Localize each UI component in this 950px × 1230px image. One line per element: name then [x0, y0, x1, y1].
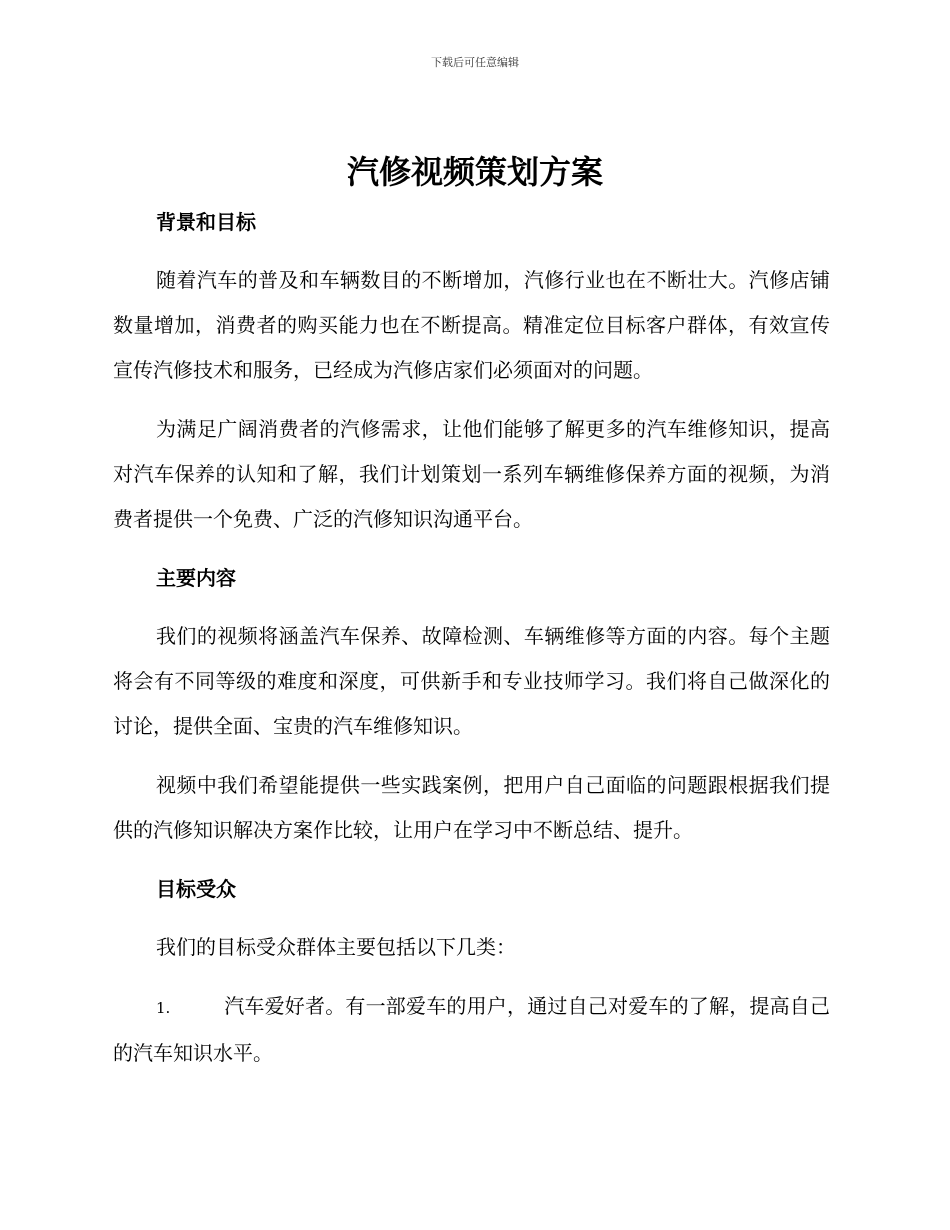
paragraph: 视频中我们希望能提供一些实践案例，把用户自己面临的问题跟根据我们提供的汽修知识解决方案作比较，让用户在学习中不断总结、提升。 — [113, 773, 830, 842]
section-heading-main-content: 主要内容 — [156, 566, 236, 590]
document-title: 汽修视频策划方案 — [346, 153, 603, 191]
paragraph: 我们的视频将涵盖汽车保养、故障检测、车辆维修等方面的内容。每个主题将会有不同等级的难度和深度，可供新手和专业技师学习。我们将自己做深化的讨论，提供全面、宝贵的汽车维修知识。 — [113, 624, 830, 738]
section-heading-target-audience: 目标受众 — [156, 877, 236, 901]
document-body — [113, 200, 830, 1076]
section-heading-background: 背景和目标 — [156, 210, 256, 234]
list-item — [113, 984, 830, 1076]
list-item-number: 1. — [156, 999, 171, 1017]
list-item-text: 汽车爱好者。有一部爱车的用户，通过自己对爱车的了解，提高自己的汽车知识水平。 — [113, 994, 830, 1065]
paragraph: 为满足广阔消费者的汽修需求，让他们能够了解更多的汽车维修知识，提高对汽车保养的认知和了解，我们计划策划一系列车辆维修保养方面的视频，为消费者提供一个免费、广泛的汽修知识沟通平台。 — [113, 417, 830, 531]
paragraph: 随着汽车的普及和车辆数目的不断增加，汽修行业也在不断壮大。汽修店铺数量增加，消费者的购买能力也在不断提高。精准定位目标客户群体，有效宣传宣传汽修技术和服务，已经成为汽修店家们必须面对的问题。 — [113, 268, 830, 382]
page-header-note: 下载后可任意编辑 — [431, 56, 519, 69]
paragraph: 我们的目标受众群体主要包括以下几类： — [156, 935, 516, 959]
